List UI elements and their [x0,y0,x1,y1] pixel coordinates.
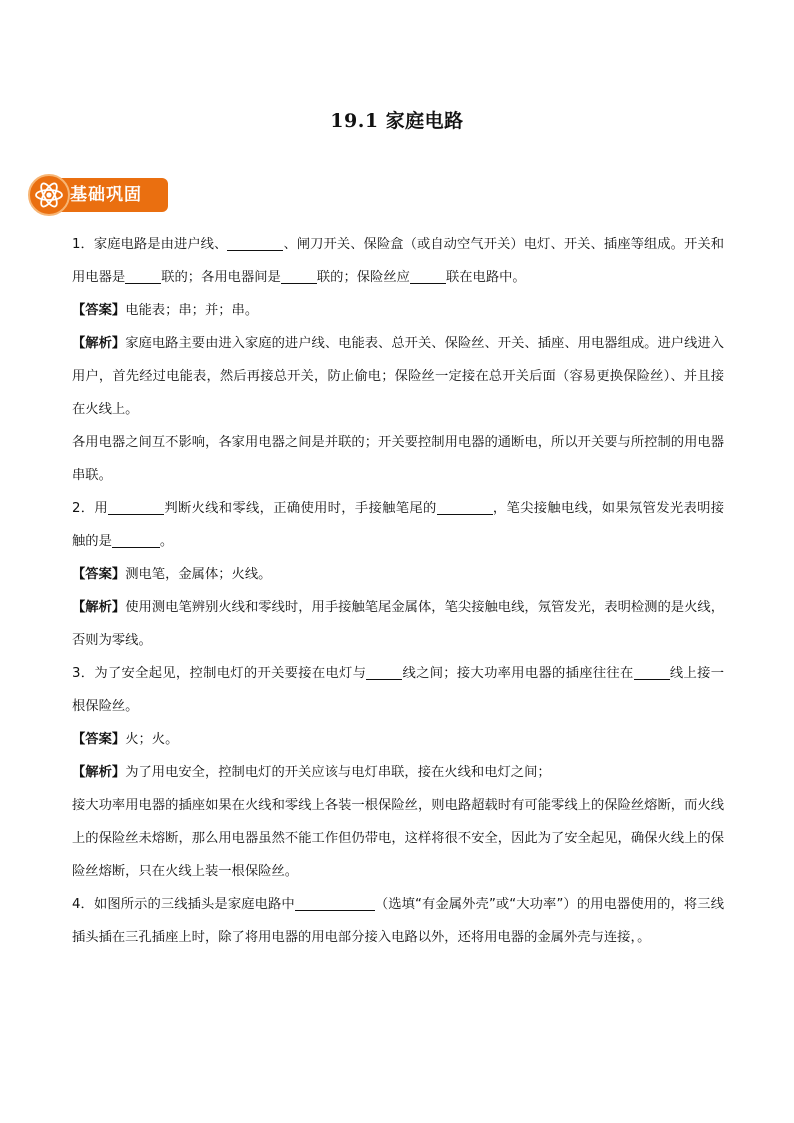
answer-text: 电能表；串；并；串。 [125,303,259,318]
q1-text-c: 联的；各用电器间是 [161,270,281,285]
q4-text-a: 4．如图所示的三线插头是家庭电路中 [72,897,295,912]
answer-blank[interactable] [112,533,160,548]
analysis-text: 家庭电路主要由进入家庭的进户线、电能表、总开关、保险丝、开关、插座、用电器组成。进户线进入用户，首先经过电能表，然后再接总开关，防止偷电；保险丝一定接在总开关后面（容易更换保险丝）、并且接在火线上。 [72,336,725,417]
analysis-tag: 【解析】 [72,600,126,615]
q3-text-c: 线上接一根保险丝。 [72,666,724,714]
answer-blank[interactable] [634,665,670,680]
answer-tag: 【答案】 [72,567,126,582]
q4-text-b: （选填“有金属外壳”或“大功率”）的用电器使用的，将三线插头插在三孔插座上时，除了将用电器的用电部分接入电路以外，还将用电器的金属外壳与连接，。 [72,897,724,945]
q1-answer [72,294,724,327]
q1-text-a: 1．家庭电路是由进户线、 [72,237,228,252]
question-3 [72,657,724,723]
answer-blank[interactable] [227,236,283,251]
q3-answer [72,723,724,756]
page-title: 19.1 家庭电路 [330,110,464,132]
question-2 [72,492,724,558]
q2-analysis [72,591,724,657]
q3-text-a: 3．为了安全起见，控制电灯的开关要接在电灯与 [72,666,367,681]
answer-text: 测电笔，金属体；火线。 [125,567,272,582]
answer-tag: 【答案】 [72,303,126,318]
atom-icon [33,179,65,211]
q2-answer [72,558,724,591]
q1-text-e: 联在电路中。 [445,270,526,285]
answer-blank[interactable] [108,500,164,515]
question-1 [72,228,724,294]
q2-text-d: 。 [159,534,174,549]
q1-text-b: 、闸刀开关、保险盒（或自动空气开关）电灯、开关、插座等组成。开关和用电器是 [72,237,724,285]
section-label: 基础巩固 [70,185,142,205]
answer-blank[interactable] [125,269,161,284]
answer-blank[interactable] [410,269,446,284]
q3-analysis [72,756,724,789]
question-4 [72,888,724,954]
q3-text-b: 线之间；接大功率用电器的插座往往在 [402,666,634,681]
section-banner [28,174,170,216]
answer-blank[interactable] [437,500,493,515]
q2-text-b: 判断火线和零线，正确使用时，手接触笔尾的 [164,501,437,516]
q1-analysis-2: 各用电器之间互不影响，各家用电器之间是并联的；开关要控制用电器的通断电，所以开关要与所控制的用电器串联。 [72,435,724,483]
analysis-tag: 【解析】 [72,336,126,351]
q3-analysis-2: 接大功率用电器的插座如果在火线和零线上各装一根保险丝，则电路超载时有可能零线上的保险丝熔断，而火线上的保险丝未熔断，那么用电器虽然不能工作但仍带电，这样将很不安全，因此为了安全起见，确保火线上的保险丝熔断，只在火线上装一根保险丝。 [72,798,724,879]
answer-blank[interactable] [281,269,317,284]
answer-text: 火；火。 [125,732,179,747]
analysis-tag: 【解析】 [72,765,126,780]
answer-blank[interactable] [366,665,402,680]
q1-analysis [72,327,724,426]
analysis-text: 为了用电安全，控制电灯的开关应该与电灯串联，接在火线和电灯之间； [125,765,551,780]
answer-blank[interactable] [295,896,375,911]
answer-tag: 【答案】 [72,732,126,747]
q2-text-a: 2．用 [72,501,109,516]
analysis-text: 使用测电笔辨别火线和零线时，用手接触笔尾金属体，笔尖接触电线，氖管发光，表明检测的是火线，否则为零线。 [72,600,725,648]
question-list [72,228,724,954]
q2-text-c: ，笔尖接触电线，如果氖管发光表明接触的是 [72,501,725,549]
q1-text-d: 联的；保险丝应 [316,270,410,285]
